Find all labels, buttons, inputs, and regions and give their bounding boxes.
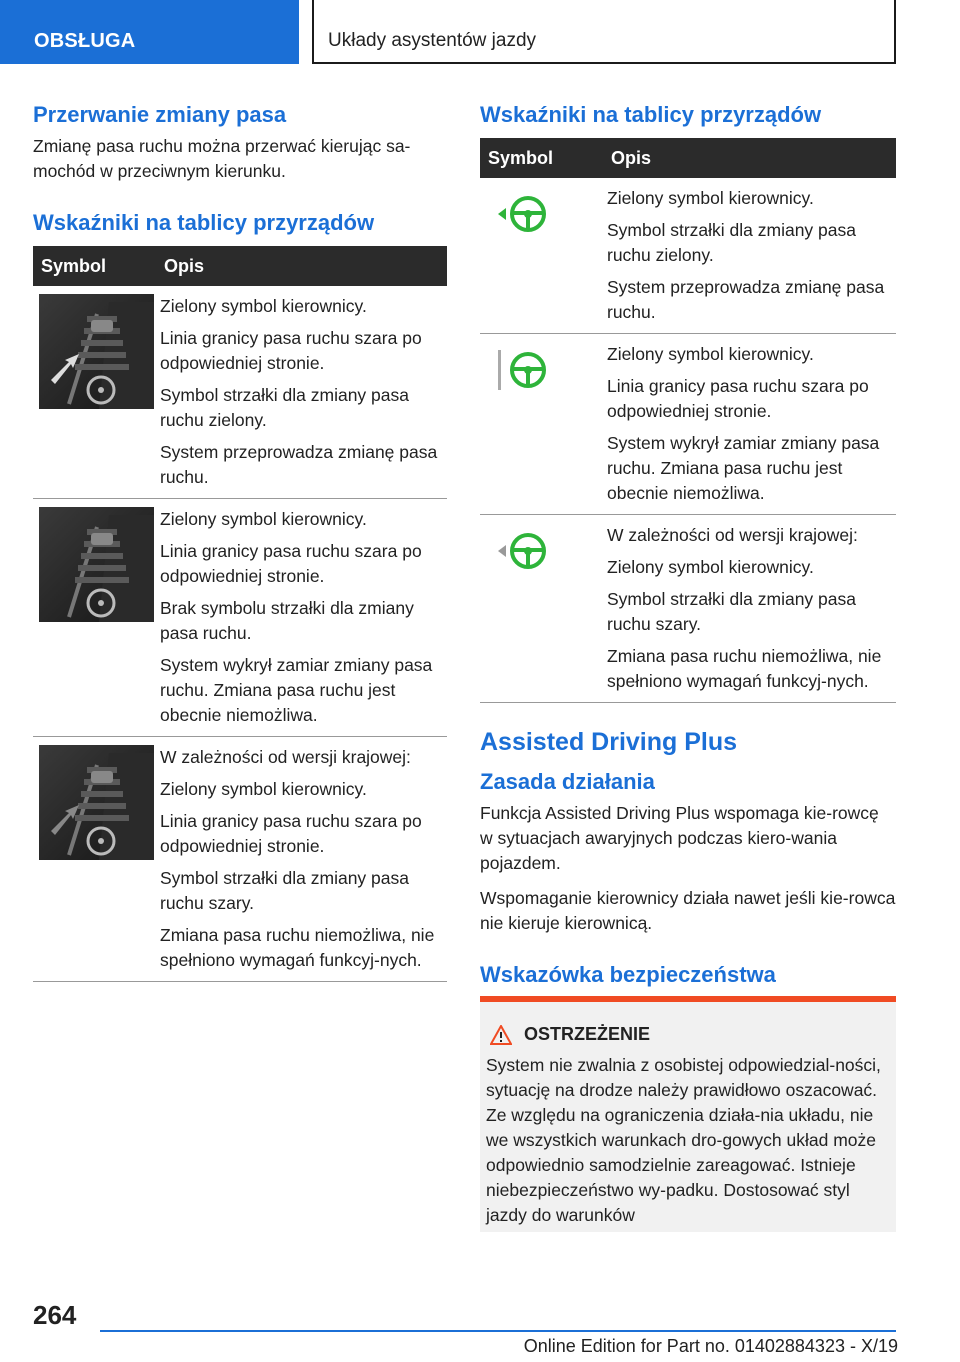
chapter-header	[312, 0, 896, 64]
col-desc: Opis	[160, 246, 447, 286]
indicator-table-left	[33, 246, 447, 982]
row-line: Symbol strzałki dla zmiany pasa ruchu zielony.	[607, 220, 856, 265]
right-column	[480, 100, 896, 1232]
section-label: OBSŁUGA	[34, 30, 136, 52]
table-row	[33, 737, 447, 982]
row-line: Zielony symbol kierownicy.	[607, 188, 814, 208]
table-row	[480, 334, 896, 515]
steering-wheel-gray-arrow-icon	[494, 529, 574, 589]
row-line: Zielony symbol kierownicy.	[160, 509, 367, 529]
cancel-text: Zmianę pasa ruchu można przerwać kierując sa-mochód w przeciwnym kierunku.	[33, 136, 411, 181]
principle-paragraph-2: Wspomaganie kierownicy działa nawet jeśli kie-rowca nie kieruje kierownicą.	[480, 888, 896, 933]
row-line: Symbol strzałki dla zmiany pasa ruchu szary.	[607, 589, 856, 634]
col-desc: Opis	[607, 138, 896, 178]
row-line: Zielony symbol kierownicy.	[607, 557, 814, 577]
row-line: Zmiana pasa ruchu niemożliwa, nie spełniono wymagań funkcyj-nych.	[160, 925, 435, 970]
row-line: W zależności od wersji krajowej:	[160, 747, 411, 767]
warning-box	[480, 996, 896, 1232]
row-line: Symbol strzałki dla zmiany pasa ruchu szary.	[160, 868, 409, 913]
principle-paragraph-1: Funkcja Assisted Driving Plus wspomaga kie-rowcę w sytuacjach awaryjnych podczas kiero-wania pojazdem.	[480, 803, 879, 873]
row-line: Brak symbolu strzałki dla zmiany pasa ruchu.	[160, 598, 414, 643]
indicator-table-right	[480, 138, 896, 703]
lane-change-blocked-display-icon	[39, 507, 154, 622]
row-line: System wykrył zamiar zmiany pasa ruchu. Zmiana pasa ruchu jest obecnie niemożliwa.	[607, 433, 880, 503]
col-symbol: Symbol	[33, 246, 160, 286]
row-line: Linia granicy pasa ruchu szara po odpowiedniej stronie.	[607, 376, 869, 421]
row-line: Linia granicy pasa ruchu szara po odpowiedniej stronie.	[160, 328, 422, 373]
row-line: System przeprowadza zmianę pasa ruchu.	[607, 277, 885, 322]
table-row	[480, 178, 896, 334]
adp-heading: Assisted Driving Plus	[480, 728, 738, 756]
row-line: System przeprowadza zmianę pasa ruchu.	[160, 442, 438, 487]
chapter-title: Układy asystentów jazdy	[328, 30, 537, 51]
row-line: Zmiana pasa ruchu niemożliwa, nie spełniono wymagań funkcyj-nych.	[607, 646, 882, 691]
steering-wheel-green-arrow-icon	[494, 192, 574, 252]
lane-change-display-icon	[39, 294, 154, 409]
footer-rule	[100, 1330, 896, 1332]
section-tab	[0, 0, 299, 64]
lane-change-unavailable-display-icon	[39, 745, 154, 860]
cancel-heading: Przerwanie zmiany pasa	[33, 102, 287, 127]
indicators-heading-left: Wskaźniki na tablicy przyrządów	[33, 210, 375, 235]
row-line: System wykrył zamiar zmiany pasa ruchu. Zmiana pasa ruchu jest obecnie niemożliwa.	[160, 655, 433, 725]
page-number: 264	[33, 1300, 77, 1330]
warning-triangle-icon	[490, 1025, 512, 1045]
edition-note: Online Edition for Part no. 01402884323 - X/19	[523, 1336, 898, 1356]
row-line: Zielony symbol kierownicy.	[160, 779, 367, 799]
indicators-heading-right: Wskaźniki na tablicy przyrządów	[480, 102, 822, 127]
safety-heading: Wskazówka bezpieczeństwa	[480, 962, 776, 987]
row-line: Zielony symbol kierownicy.	[607, 344, 814, 364]
row-line: W zależności od wersji krajowej:	[607, 525, 858, 545]
row-line: Linia granicy pasa ruchu szara po odpowiedniej stronie.	[160, 541, 422, 586]
left-column	[33, 100, 447, 982]
warning-title: OSTRZEŻENIE	[524, 1024, 651, 1044]
table-row	[33, 286, 447, 499]
table-row	[33, 499, 447, 737]
col-symbol: Symbol	[480, 138, 607, 178]
steering-wheel-lane-line-icon	[494, 348, 574, 408]
principle-heading: Zasada działania	[480, 769, 655, 794]
table-row	[480, 515, 896, 703]
row-line: Zielony symbol kierownicy.	[160, 296, 367, 316]
row-line: Symbol strzałki dla zmiany pasa ruchu zielony.	[160, 385, 409, 430]
warning-text: System nie zwalnia z osobistej odpowiedzial-ności, sytuację na drodze należy prawidłowo oszacować. Ze względu na ograniczenia działa-nia układu, nie we wszystkich warunkach dro-gowych układ może odpowiednio samodzielnie zareagować. Istnieje niebezpieczeństwo wy-padku. Dostosować styl jazdy do warunków	[486, 1055, 881, 1225]
row-line: Linia granicy pasa ruchu szara po odpowiedniej stronie.	[160, 811, 422, 856]
